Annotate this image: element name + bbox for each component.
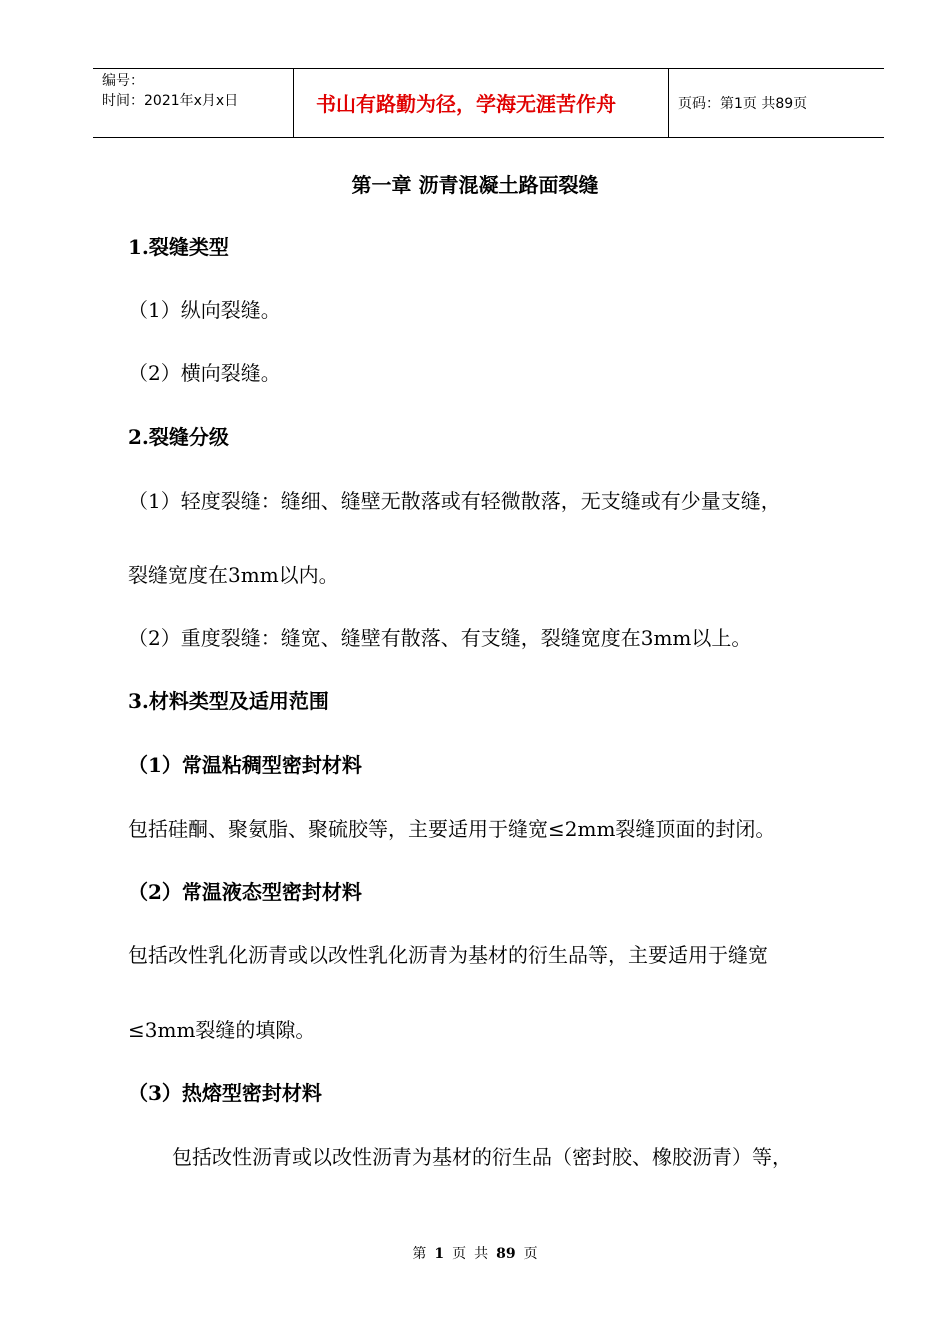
footer-total-pages: 89 (496, 1246, 516, 1262)
subsection-heading: （3）热熔型密封材料 (128, 1081, 322, 1105)
paragraph-line: 包括改性沥青或以改性沥青为基材的衍生品（密封胶、橡胶沥青）等， (172, 1145, 792, 1169)
section-heading-materials: 3.材料类型及适用范围 (128, 689, 329, 713)
paragraph-line: 裂缝宽度在3mm以内。 (128, 563, 339, 587)
paragraph-line: （2）重度裂缝：缝宽、缝壁有散落、有支缝，裂缝宽度在3mm以上。 (128, 626, 752, 650)
serial-number-label: 编号： (102, 73, 144, 89)
section-heading-crack-types: 1.裂缝类型 (128, 235, 229, 259)
header-page-cell (669, 69, 884, 137)
page-footer (0, 1246, 950, 1262)
list-item: （2）横向裂缝。 (128, 361, 281, 385)
paragraph-line: 包括硅酮、聚氨脂、聚硫胶等，主要适用于缝宽≤2mm裂缝顶面的封闭。 (128, 817, 776, 841)
subsection-heading: （2）常温液态型密封材料 (128, 880, 362, 904)
footer-text: 共 (474, 1246, 489, 1262)
document-header (93, 68, 884, 138)
date-label: 时间：2021年x月x日 (102, 93, 239, 109)
section-heading-crack-grading: 2.裂缝分级 (128, 425, 229, 449)
footer-text: 页 (523, 1246, 538, 1262)
footer-page-number: 1 (434, 1246, 445, 1262)
paragraph-line: ≤3mm裂缝的填隙。 (128, 1018, 316, 1042)
header-motto-cell (294, 69, 669, 137)
page-number-label: 页码：第1页 共89页 (678, 96, 808, 112)
motto-text: 书山有路勤为径，学海无涯苦作舟 (316, 92, 616, 116)
paragraph-line: （1）轻度裂缝：缝细、缝壁无散落或有轻微散落，无支缝或有少量支缝， (128, 489, 781, 513)
footer-text: 页 (452, 1246, 467, 1262)
header-meta-cell (93, 69, 294, 137)
subsection-heading: （1）常温粘稠型密封材料 (128, 753, 362, 777)
list-item: （1）纵向裂缝。 (128, 298, 281, 322)
paragraph-line: 包括改性乳化沥青或以改性乳化沥青为基材的衍生品等，主要适用于缝宽 (128, 943, 768, 967)
footer-text: 第 (412, 1246, 427, 1262)
chapter-title: 第一章 沥青混凝土路面裂缝 (351, 173, 599, 197)
